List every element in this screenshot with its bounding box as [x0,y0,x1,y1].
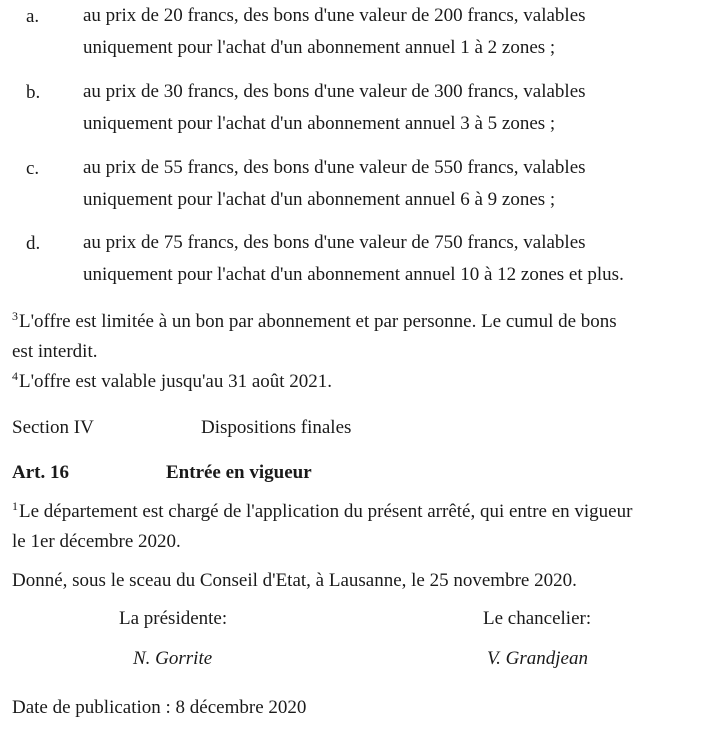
article-paragraph-1 [12,497,712,557]
article-label: Art. 16 [12,462,69,483]
list-item-d [83,227,703,291]
paragraph-3-line1: L'offre est limitée à un bon par abonnement et par personne. Le cumul de bons [19,311,617,332]
list-item-a [83,0,703,64]
list-item-c-line2: uniquement pour l'achat d'un abonnement annuel 6 à 9 zones ; [83,189,556,210]
list-item-c-line1: au prix de 55 francs, des bons d'une valeur de 550 francs, valables [83,157,586,178]
article-title: Entrée en vigueur [166,462,312,483]
list-item-a-line1: au prix de 20 francs, des bons d'une valeur de 200 francs, valables [83,5,586,26]
section-title: Dispositions finales [201,417,352,438]
article-paragraph-line2: le 1er décembre 2020. [12,531,181,552]
list-item-b-line2: uniquement pour l'achat d'un abonnement annuel 3 à 5 zones ; [83,113,556,134]
paragraph-4-number: 4 [12,368,18,383]
signature-left-title: La présidente: [119,608,228,629]
list-item-a-line2: uniquement pour l'achat d'un abonnement annuel 1 à 2 zones ; [83,37,556,58]
list-item-letter-b: b. [26,82,41,103]
paragraph-3-line2: est interdit. [12,341,98,362]
paragraph-4 [12,367,712,397]
list-item-letter-d: d. [26,233,41,254]
list-item-letter-c: c. [26,158,40,179]
list-item-d-line1: au prix de 75 francs, des bons d'une valeur de 750 francs, valables [83,232,586,253]
list-item-b-line1: au prix de 30 francs, des bons d'une valeur de 300 francs, valables [83,81,586,102]
list-item-b [83,76,703,140]
article-paragraph-number: 1 [12,498,18,513]
signature-right-title: Le chancelier: [483,608,592,629]
signature-right-name: V. Grandjean [487,648,588,669]
article-paragraph-line1: Le département est chargé de l'application du présent arrêté, qui entre en vigueur [19,501,633,522]
list-item-letter-a: a. [26,6,40,27]
list-item-d-line2: uniquement pour l'achat d'un abonnement annuel 10 à 12 zones et plus. [83,264,624,285]
paragraph-4-text: L'offre est valable jusqu'au 31 août 2021. [19,371,333,392]
section-label: Section IV [12,417,94,438]
paragraph-3-number: 3 [12,308,18,323]
given-statement: Donné, sous le sceau du Conseil d'Etat, à Lausanne, le 25 novembre 2020. [12,570,577,591]
publication-date: Date de publication : 8 décembre 2020 [12,697,307,718]
list-item-c [83,152,703,216]
signature-left-name: N. Gorrite [133,648,213,669]
paragraph-3 [12,307,712,367]
